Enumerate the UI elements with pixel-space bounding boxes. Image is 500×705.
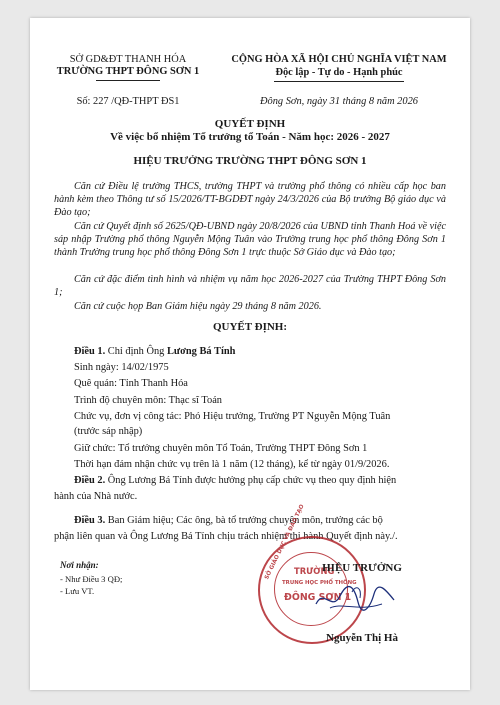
issuing-authority: HIỆU TRƯỞNG TRƯỜNG THPT ĐÔNG SƠN 1: [133, 155, 367, 167]
header-underline-left: [96, 80, 160, 81]
article-1-label: Điều 1.: [74, 346, 106, 357]
qualification: Trình độ chuyên môn: Thạc sĩ Toán: [74, 395, 223, 406]
agency-name: SỞ GD&ĐT THANH HÓA: [69, 54, 187, 65]
recipient-item: - Lưu VT.: [60, 586, 95, 596]
signature-scribble: [312, 578, 398, 622]
recipients-heading: Nơi nhận:: [60, 560, 99, 570]
article-3-line-2: phận liên quan và Ông Lương Bá Tính chịu trách nhiệm thi hành Quyết định này./.: [54, 531, 398, 542]
seal-line-2: TRUNG HỌC PHỔ THÔNG: [282, 580, 357, 586]
decision-title: QUYẾT ĐỊNH: [214, 118, 286, 130]
article-3-label: Điều 3.: [74, 515, 106, 526]
document-page: [30, 18, 470, 690]
basis-paragraph-2: Căn cứ Quyết định số 2625/QĐ-UBND ngày 20/8/2026 của UBND tỉnh Thanh Hoá về việc sáp nhập Trường phổ thông Nguyễn Mộng Tuân vào Trường trung học phổ thông Đông Sơn 1 thành Trường trung học phổ thông Đông Sơn 1 trực thuộc Sở Giáo dục và Đào tạo;: [54, 221, 446, 259]
signer-title: HIỆU TRƯỞNG: [322, 562, 402, 574]
hometown: Quê quán: Tỉnh Thanh Hóa: [74, 378, 188, 389]
article-2-line-2: hành của Nhà nước.: [54, 491, 138, 502]
article-1-text: Chỉ định Ông: [107, 346, 165, 357]
seal-ring-text: SỞ GIÁO DỤC VÀ ĐÀO TẠO: [264, 503, 306, 581]
school-name: TRƯỜNG THPT ĐÔNG SƠN 1: [56, 66, 200, 77]
national-motto: Độc lập - Tự do - Hạnh phúc: [275, 67, 403, 78]
article-2-label: Điều 2.: [74, 475, 106, 486]
current-position: Chức vụ, đơn vị công tác: Phó Hiệu trưởng, Trường PT Nguyễn Mộng Tuân: [74, 411, 391, 422]
basis-paragraph-3: Căn cứ đặc điểm tình hình và nhiệm vụ năm học 2026-2027 của Trường THPT Đông Sơn 1;: [54, 274, 446, 299]
basis-paragraph-4: Căn cứ cuộc họp Ban Giám hiệu ngày 29 tháng 8 năm 2026.: [74, 301, 322, 312]
article-3-line-1: Điều 3. Ban Giám hiệu; Các ông, bà tổ trưởng chuyên môn, trưởng các bộ: [74, 515, 383, 526]
article-1-heading: [74, 346, 235, 357]
date-place: Đông Sơn, ngày 31 tháng 8 năm 2026: [260, 96, 418, 107]
article-2-line-1: Điều 2. Ông Lương Bá Tính được hưởng phụ cấp chức vụ theo quy định hiện: [74, 475, 397, 486]
country-name: CỘNG HÒA XÃ HỘI CHỦ NGHĨA VIỆT NAM: [231, 54, 447, 65]
document-number: Số: 227 /QĐ-THPT ĐS1: [76, 96, 180, 107]
recipient-item: - Như Điều 3 QĐ;: [60, 574, 123, 584]
signer-name: Nguyễn Thị Hà: [326, 632, 398, 644]
seal-line-3: ĐÔNG SƠN 1: [284, 592, 352, 603]
decision-heading: QUYẾT ĐỊNH:: [212, 321, 288, 333]
term-of-office: Thời hạn đảm nhận chức vụ trên là 1 năm (12 tháng), kể từ ngày 01/9/2026.: [74, 459, 390, 470]
appointed-position: Giữ chức: Tổ trưởng chuyên môn Tổ Toán, Trường THPT Đông Sơn 1: [74, 443, 368, 454]
current-position-note: (trước sáp nhập): [74, 426, 143, 437]
basis-paragraph-1: Căn cứ Điều lệ trường THCS, trường THPT và trường phổ thông có nhiều cấp học ban hành kèm theo Thông tư số 15/2026/TT-BGDĐT ngày 24/3/2026 của Bộ trưởng Bộ giáo dục và Đào tạo;: [54, 181, 446, 219]
decision-subject: Về việc bổ nhiệm Tổ trưởng tổ Toán - Năm học: 2026 - 2027: [110, 131, 390, 143]
birth-date: Sinh ngày: 14/02/1975: [74, 362, 169, 373]
seal-line-1: TRƯỜNG: [294, 566, 335, 576]
appointee-name: Lương Bá Tính: [166, 346, 236, 357]
header-underline-right: [274, 81, 404, 82]
